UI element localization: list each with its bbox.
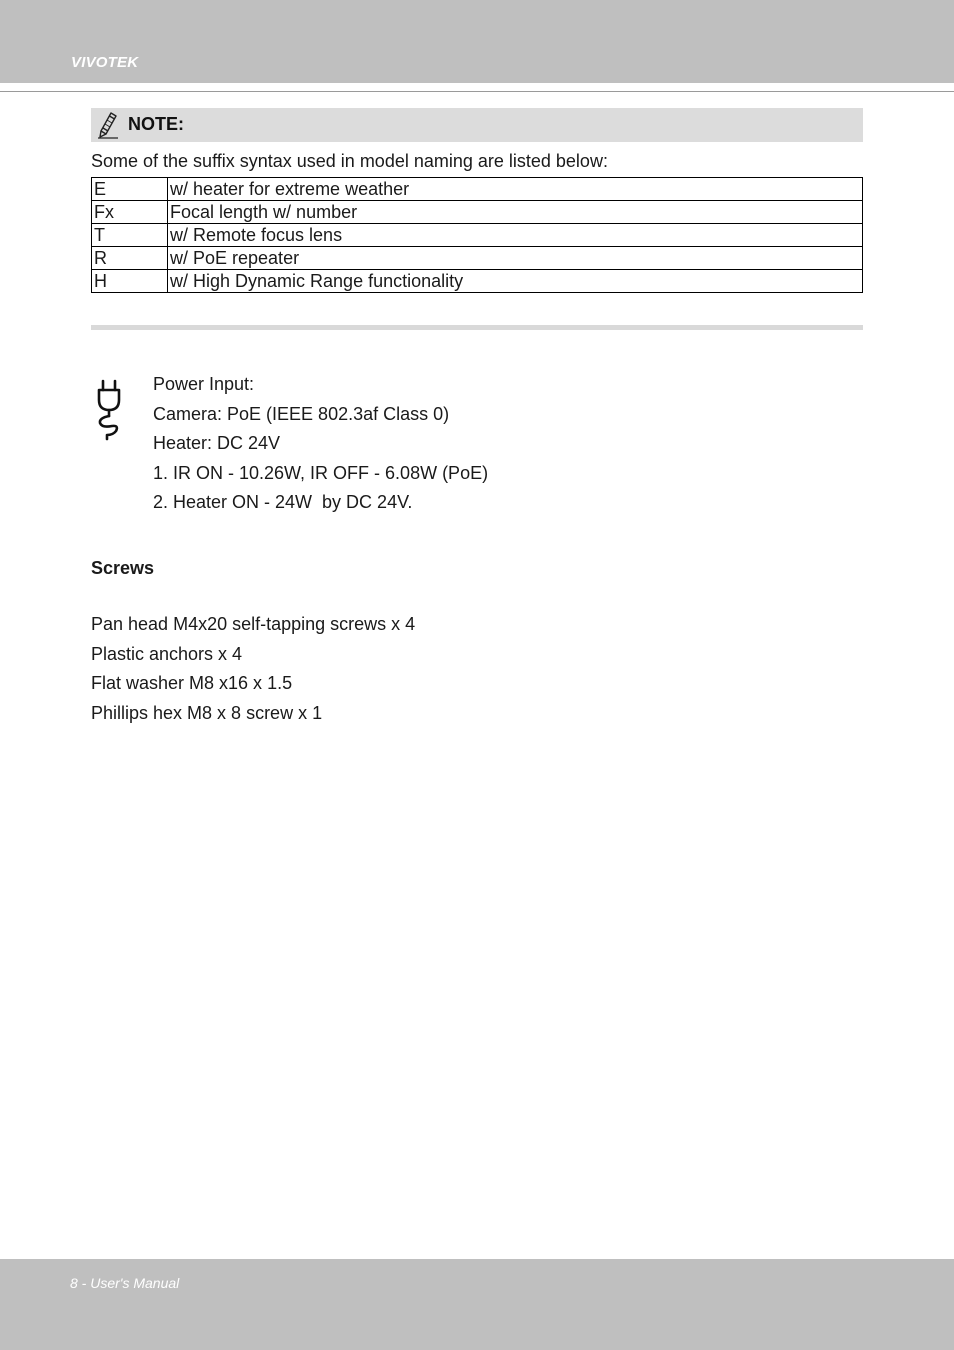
note-label: NOTE:: [128, 114, 184, 134]
list-item: Pan head M4x20 self-tapping screws x 4: [91, 614, 416, 634]
power-line: Power Input:: [153, 374, 255, 394]
list-item: Phillips hex M8 x 8 screw x 1: [91, 702, 323, 723]
power-input-block: [153, 370, 488, 518]
suffix-description: w/ heater for extreme weather: [168, 178, 863, 201]
power-line: Heater: DC 24V: [153, 433, 281, 453]
suffix-intro: Some of the suffix syntax used in model naming are listed below:: [91, 151, 608, 171]
suffix-code: T: [92, 224, 168, 247]
note-banner: [91, 108, 863, 142]
suffix-code: H: [92, 270, 168, 293]
header-rule: [0, 91, 954, 92]
suffix-code: R: [92, 247, 168, 270]
page-header: [0, 0, 954, 83]
suffix-code: Fx: [92, 201, 168, 224]
pencil-icon: [96, 111, 120, 139]
page-footer: [0, 1259, 954, 1350]
screws-list: [91, 610, 415, 728]
list-item: Plastic anchors x 4: [91, 643, 243, 664]
table-row: [92, 270, 863, 293]
section-divider: [91, 325, 863, 330]
power-line: 2. Heater ON - 24W by DC 24V.: [153, 492, 413, 512]
screws-heading: Screws: [91, 558, 155, 578]
power-plug-icon: [94, 378, 124, 442]
suffix-table: [91, 177, 863, 293]
suffix-description: w/ PoE repeater: [168, 247, 863, 270]
power-line: 1. IR ON - 10.26W, IR OFF - 6.08W (PoE): [153, 462, 489, 483]
power-line: Camera: PoE (IEEE 802.3af Class 0): [153, 403, 450, 424]
brand-name: VIVOTEK: [71, 54, 139, 71]
list-item: Flat washer M8 x16 x 1.5: [91, 673, 293, 693]
table-row: [92, 247, 863, 270]
table-row: [92, 224, 863, 247]
page-number: 8 - User's Manual: [70, 1275, 180, 1291]
suffix-code: E: [92, 178, 168, 201]
suffix-description: Focal length w/ number: [168, 201, 863, 224]
table-row: [92, 201, 863, 224]
suffix-description: w/ High Dynamic Range functionality: [168, 270, 863, 293]
table-row: [92, 178, 863, 201]
suffix-description: w/ Remote focus lens: [168, 224, 863, 247]
